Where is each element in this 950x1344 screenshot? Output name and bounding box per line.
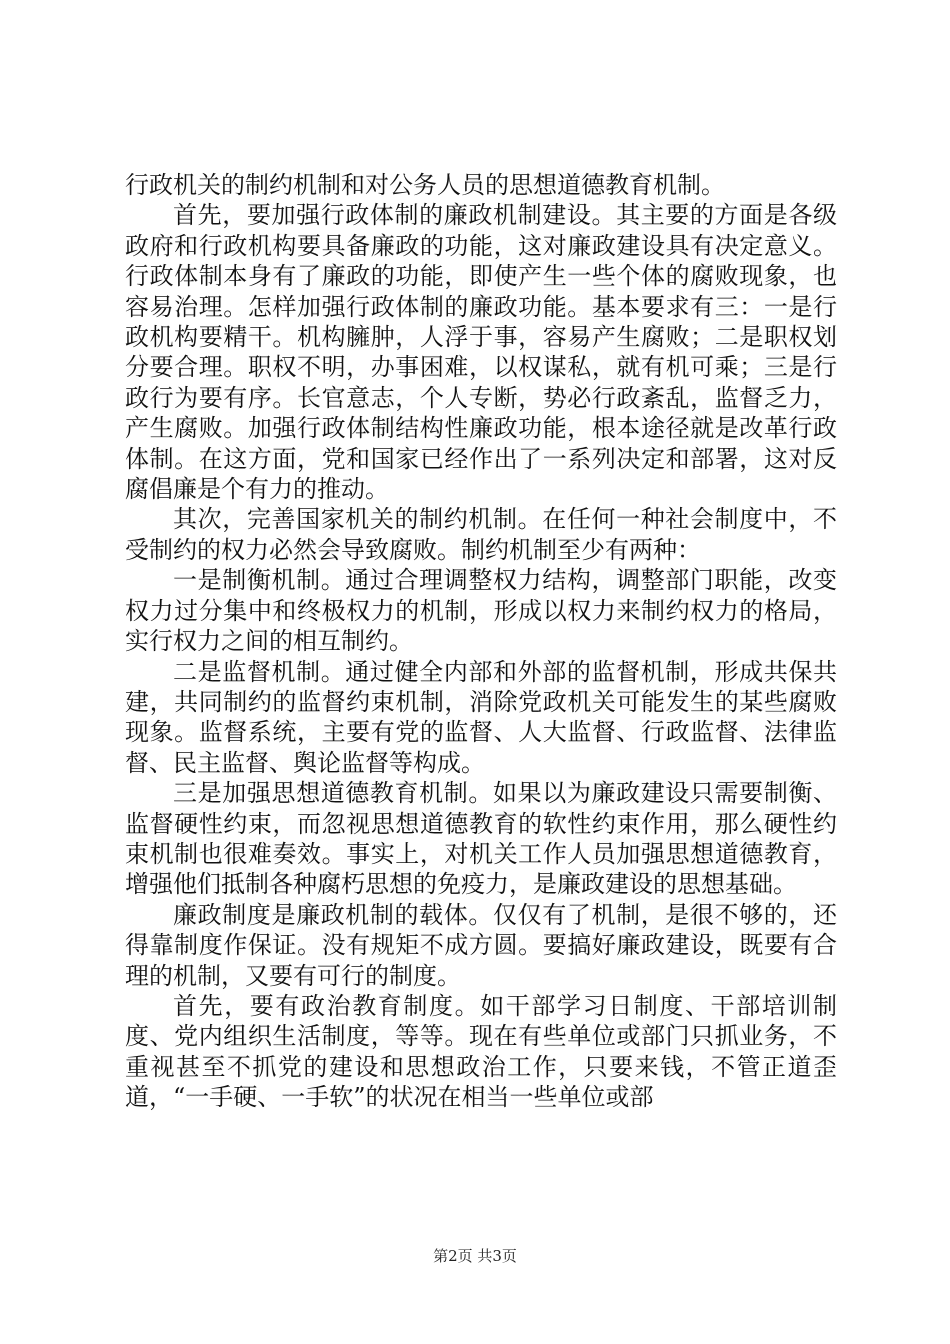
paragraph: 首先，要加强行政体制的廉政机制建设。其主要的方面是各级政府和行政机构要具备廉政的功能，这对廉政建设具有决定意义。行政体制本身有了廉政的功能，即使产生一些个体的腐败现象，也容易治理。怎样加强行政体制的廉政功能。基本要求有三：一是行政机构要精干。机构臃肿，人浮于事，容易产生腐败；二是职权划分要合理。职权不明，办事困难，以权谋私，就有机可乘；三是行政行为要有序。长官意志，个人专断，势必行政紊乱，监督乏力，产生腐败。加强行政体制结构性廉政功能，根本途径就是改革行政体制。在这方面，党和国家已经作出了一系列决定和部署，这对反腐倡廉是个有力的推动。 (125, 201, 837, 504)
paragraph: 三是加强思想道德教育机制。如果以为廉政建设只需要制衡、监督硬性约束，而忽视思想道德教育的软性约束作用，那么硬性约束机制也很难奏效。事实上，对机关工作人员加强思想道德教育，增强他们抵制各种腐朽思想的免疫力，是廉政建设的思想基础。 (125, 779, 837, 899)
paragraph: 一是制衡机制。通过合理调整权力结构，调整部门职能，改变权力过分集中和终极权力的机制，形成以权力来制约权力的格局，实行权力之间的相互制约。 (125, 566, 837, 656)
paragraph: 首先，要有政治教育制度。如干部学习日制度、干部培训制度、党内组织生活制度，等等。现在有些单位或部门只抓业务，不重视甚至不抓党的建设和思想政治工作，只要来钱，不管正道歪道，“一手硬、一手软”的状况在相当一些单位或部 (125, 991, 837, 1112)
paragraph: 二是监督机制。通过健全内部和外部的监督机制，形成共保共建，共同制约的监督约束机制，消除党政机关可能发生的某些腐败现象。监督系统，主要有党的监督、人大监督、行政监督、法律监督、民主监督、舆论监督等构成。 (125, 657, 837, 777)
paragraph: 其次，完善国家机关的制约机制。在任何一种社会制度中，不受制约的权力必然会导致腐败。制约机制至少有两种： (125, 505, 837, 564)
document-body (125, 170, 837, 1113)
paragraph: 廉政制度是廉政机制的载体。仅仅有了机制，是很不够的，还得靠制度作保证。没有规矩不成方圆。要搞好廉政建设，既要有合理的机制，又要有可行的制度。 (125, 900, 837, 990)
page-footer: 第2页 共3页 (433, 1247, 517, 1265)
paragraph: 行政机关的制约机制和对公务人员的思想道德教育机制。 (125, 171, 725, 199)
